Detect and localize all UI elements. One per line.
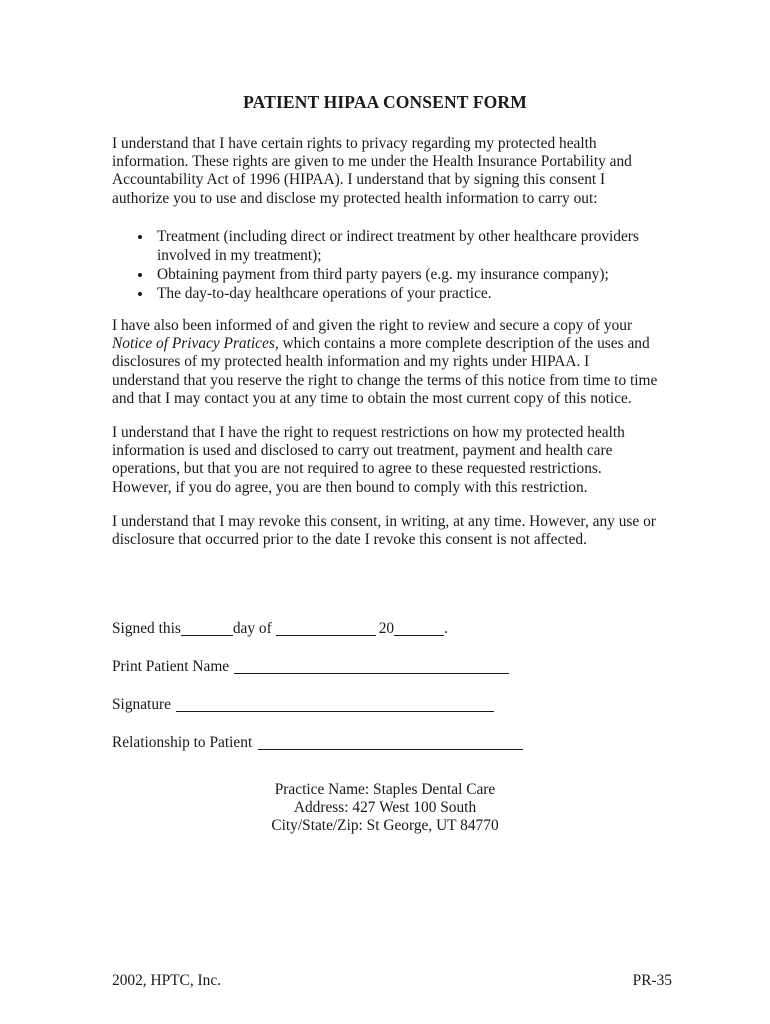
bullet-icon — [138, 235, 142, 239]
signed-date-row — [112, 620, 672, 644]
list-item — [112, 285, 660, 304]
relationship-row — [112, 734, 672, 758]
list-item-label: Obtaining payment from third party payers (e.g. my insurance company); — [157, 265, 609, 283]
list-item-label: The day-to-day healthcare operations of your practice. — [157, 284, 492, 302]
practice-city-state-zip: City/State/Zip: St George, UT 84770 — [271, 817, 499, 835]
paragraph-revocation: I understand that I may revoke this consent, in writing, at any time. However, any use or disclosure that occurred prior to the date I revoke this consent is not affected. — [112, 513, 656, 549]
paragraph-restrictions: I understand that I have the right to request restrictions on how my protected health information is used and disclosed to carry out treatment, payment and health care operations, but that you are not required to agree to these requested restrictions. However, if you do agree, you are then bound to comply with this restriction. — [112, 424, 625, 496]
list-item — [112, 266, 660, 285]
print-patient-name-field[interactable] — [234, 662, 509, 674]
practice-info-block — [0, 781, 770, 836]
list-item-label: Treatment (including direct or indirect treatment by other healthcare providers involved in my treatment); — [157, 228, 639, 264]
consent-purposes-list — [112, 228, 660, 304]
footer-copyright: 2002, HPTC, Inc. — [112, 972, 222, 989]
privacy-notice-text-after: , which contains a more complete description of the uses and disclosures of my protected health information and my rights under HIPAA. I understand that you reserve the right to change the terms of this notice from time to time and that I may contact you at any time to obtain the most current copy of this notice. — [112, 335, 658, 407]
relationship-label: Relationship to Patient — [112, 734, 253, 751]
print-patient-name-label: Print Patient Name — [112, 658, 230, 675]
bullet-icon — [138, 292, 142, 296]
year-prefix-label: 20 — [378, 620, 395, 637]
signature-section — [112, 620, 672, 758]
practice-name: Practice Name: Staples Dental Care — [274, 781, 496, 798]
bullet-icon — [138, 273, 142, 277]
practice-address: Address: 427 West 100 South — [293, 799, 477, 817]
sentence-period: . — [444, 620, 448, 637]
page-title: PATIENT HIPAA CONSENT FORM — [243, 92, 527, 112]
day-field[interactable] — [181, 624, 233, 636]
list-item — [112, 228, 660, 265]
day-of-label: day of — [232, 620, 272, 637]
privacy-notice-text-before: I have also been informed of and given the right to review and secure a copy of your — [112, 317, 633, 334]
print-patient-name-row — [112, 658, 672, 682]
signature-row — [112, 696, 672, 720]
month-field[interactable] — [276, 624, 376, 636]
relationship-field[interactable] — [258, 738, 523, 750]
paragraph-privacy-notice — [112, 317, 660, 408]
signature-field[interactable] — [176, 700, 494, 712]
paragraph-intro: I understand that I have certain rights to privacy regarding my protected health information. These rights are given to me under the Health Insurance Portability and Accountability Act of 1996 (HIPAA). I understand that by signing this consent I authorize you to use and disclose my protected health information to carry out: — [112, 135, 632, 207]
signature-label: Signature — [112, 696, 171, 713]
footer-form-number: PR-35 — [632, 972, 672, 989]
signed-this-label: Signed this — [112, 620, 181, 637]
year-field[interactable] — [394, 624, 444, 636]
privacy-notice-title: Notice of Privacy Pratices — [112, 335, 275, 353]
